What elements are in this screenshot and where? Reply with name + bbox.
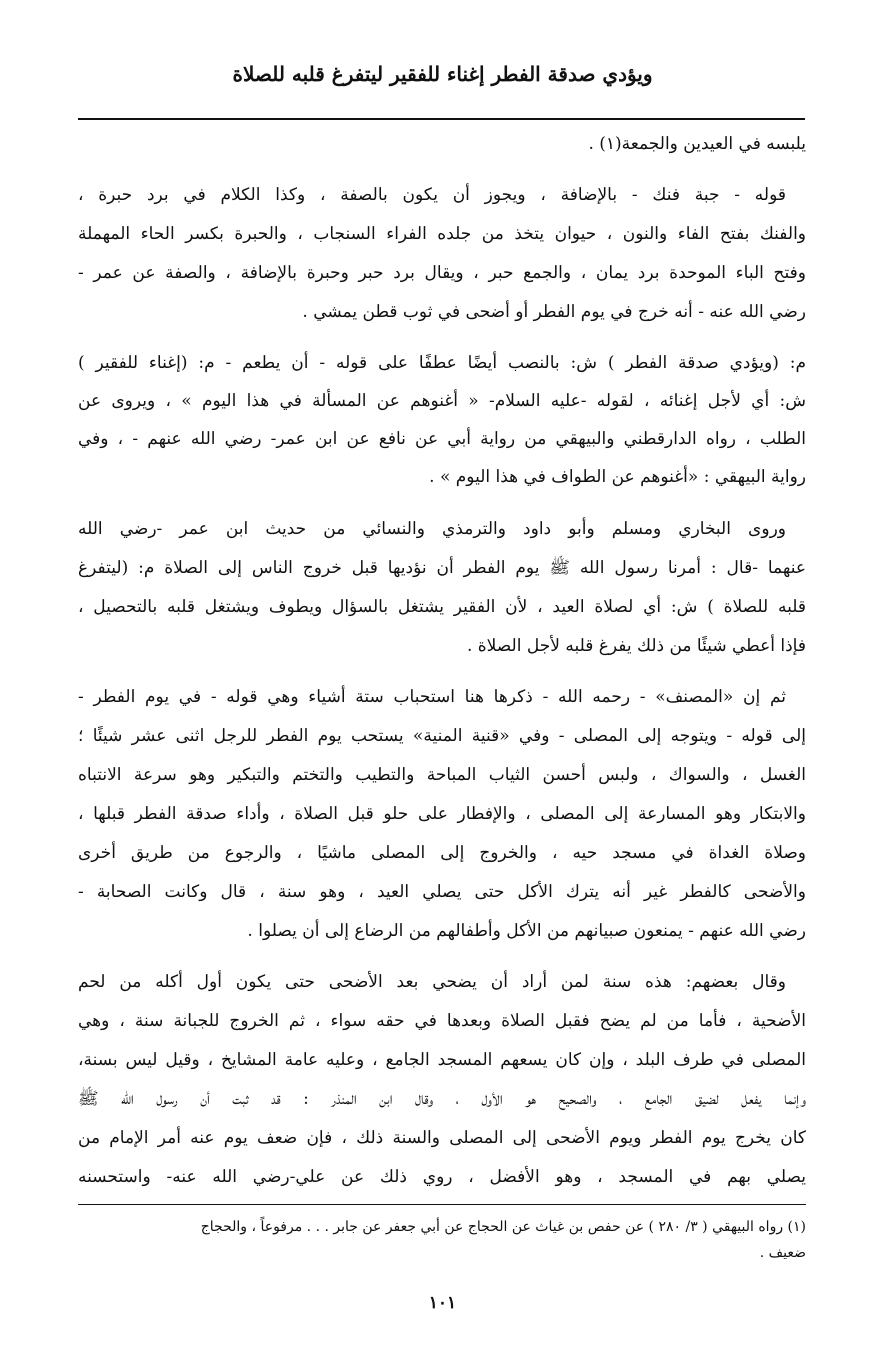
footnote-line: (١) رواه البيهقي ( ٣/ ٢٨٠ ) عن حفص بن غياث عن الحجاج عن أبي جعفر عن جابر . . . مرفوعاً ، والحجاج [200,1219,806,1235]
text-line: وفتح الباء الموحدة برد يمان ، والجمع حبر ، ويقال برد حبر وحبرة بالإضافة ، والصفة عن عمر - [78,263,806,283]
text-line: وصلاة الغداة في مسجد حيه ، والخروج إلى المصلى ماشيًا ، والرجوع من طريق أخرى [78,843,806,863]
text-line: عنهما -قال : أمرنا رسول الله ﷺ يوم الفطر أن نؤديها قبل خروج الناس إلى الصلاة م: (ليتفرغ [78,558,806,578]
text-line: وإنما يفعل لضيق الجامع ، والصحيح هو الأول ، وقال ابن المنذر : قد ثبت أن رسول الله ﷺ [78,1089,806,1109]
text-line: الغسل ، والسواك ، ولبس أحسن الثياب المباحة والتطيب والتختم والتبكير وهو سرعة الانتباه [78,765,806,785]
text-line: يصلي بهم في المسجد ، وهو الأفضل ، روي ذلك عن علي-رضي الله عنه- واستحسنه [78,1167,806,1187]
text-line: يلبسه في العيدين والجمعة(١) . [588,134,806,154]
text-line: ثم إن «المصنف» - رحمه الله - ذكرها هنا استحباب ستة أشياء وهي قوله - في يوم الفطر - [78,687,786,707]
text-line: إلى قوله - ويتوجه إلى المصلى - وفي «قنية المنية» يستحب يوم الفطر للرجل اثنى عشر شيئًا ؛ [78,726,806,746]
text-line: والابتكار وهو المسارعة إلى المصلى ، والإفطار على حلو قبل الصلاة ، وأداء صدقة الفطر قبلها ، [78,804,806,824]
text-line: كان يخرج يوم الفطر ويوم الأضحى إلى المصلى والسنة ذلك ، فإن ضعف يوم عنه أمر الإمام من [78,1128,806,1148]
text-line: الطلب ، رواه الدارقطني والبيهقي من رواية أبي عن نافع عن ابن عمر- رضي الله عنهم - ، وفي [78,429,806,449]
page-header-title: ويؤدي صدقة الفطر إغناء للفقير ليتفرغ قلبه للصلاة [232,62,653,86]
text-line: قوله - جبة فنك - بالإضافة ، ويجوز أن يكون بالصفة ، وكذا الكلام في برد حبرة ، [78,185,786,205]
text-line: والأضحى كالفطر غير أنه يترك الأكل حتى يصلي العيد ، وهو سنة ، قال وكانت الصحابة - [78,882,806,902]
text-line: رواية البيهقي : «أغنوهم عن الطواف في هذا اليوم » . [429,467,806,487]
footnote-line: ضعيف . [759,1245,806,1261]
text-line: رضي الله عنهم - يمنعون صبيانهم من الأكل وأطفالهم من الرضاع إلى أن يصلوا . [247,921,806,941]
text-line: ش: أي لأجل إغنائه ، لقوله -عليه السلام- « أغنوهم عن المسألة في هذا اليوم » ، ويروى عن [78,391,806,411]
text-line: والفنك بفتح الفاء والنون ، حيوان يتخذ من جلده الفراء السنجاب ، والحبرة بكسر الحاء المهملة [78,224,806,244]
text-line: م: (ويؤدي صدقة الفطر ) ش: بالنصب أيضًا عطفًا على قوله - أن يطعم - م: (إغناء للفقير ) [78,353,806,373]
text-line: فإذا أعطي شيئًا من ذلك يفرغ قلبه لأجل الصلاة . [466,636,806,656]
text-line: وقال بعضهم: هذه سنة لمن أراد أن يضحي بعد الأضحى حتى يكون أول أكله من لحم [78,972,786,992]
footnote-divider [78,1204,806,1205]
text-line: وروى البخاري ومسلم وأبو داود والترمذي والنسائي من حديث ابن عمر -رضي الله [78,519,786,539]
header-divider [78,118,805,120]
text-line: المصلى في طرف البلد ، وإن كان يسعهم المسجد الجامع ، وعليه عامة المشايخ ، وقيل ليس بسنة، [78,1050,806,1070]
text-line: رضي الله عنه - أنه خرج في يوم الفطر أو أضحى في ثوب قطن يمشي . [302,302,806,322]
text-line: قلبه للصلاة ) ش: أي لصلاة العيد ، لأن الفقير يشتغل بالسؤال ويطوف ويشتغل قلبه بالتحصيل ، [78,597,806,617]
text-line: الأضحية ، فأما من لم يضح فقبل الصلاة وبعدها في حقه سواء ، ثم الخروج للجبانة سنة ، وهي [78,1011,806,1031]
page-number: ١٠١ [428,1293,457,1313]
